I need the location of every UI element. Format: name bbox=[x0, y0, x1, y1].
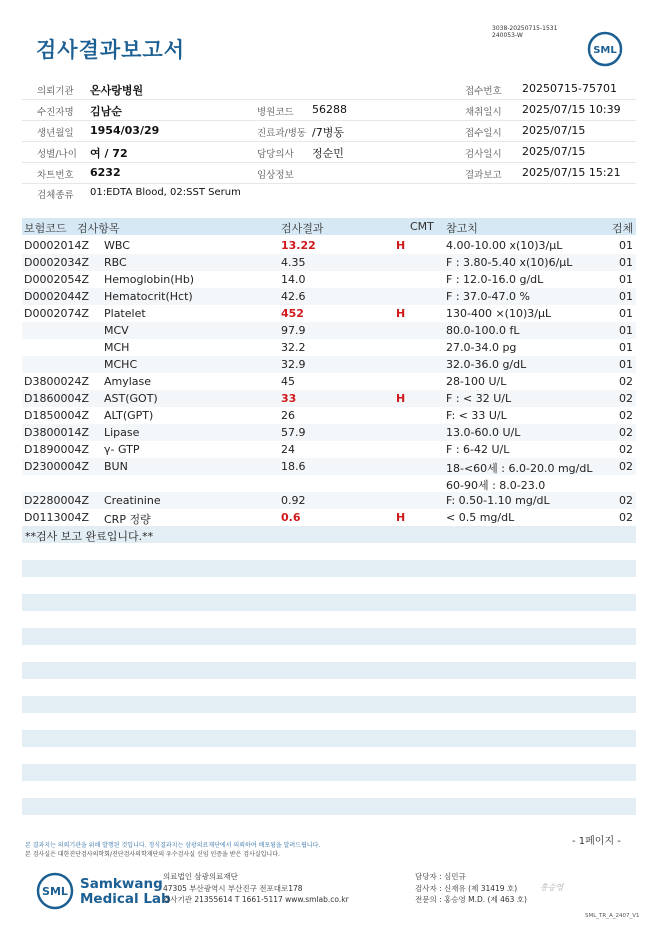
cell-result: 42.6 bbox=[281, 290, 306, 303]
cell-specimen: 02 bbox=[619, 460, 633, 473]
cell-reference: 28-100 U/L bbox=[446, 375, 507, 388]
brand-line-2: Medical Lab bbox=[80, 891, 171, 907]
report-complete-row bbox=[22, 526, 636, 543]
clinical-label: 임상정보 bbox=[257, 170, 294, 181]
receipt-no-label: 접수번호 bbox=[465, 86, 502, 97]
cell-reference: F : 3.80-5.40 x(10)6/μL bbox=[446, 256, 573, 269]
cell-item: MCV bbox=[104, 324, 129, 337]
cell-specimen: 02 bbox=[619, 409, 633, 422]
table-row bbox=[22, 407, 636, 424]
cell-reference: 130-400 ×(10)3/μL bbox=[446, 307, 552, 320]
table-row bbox=[22, 356, 636, 373]
table-row bbox=[22, 390, 636, 407]
empty-row bbox=[22, 628, 636, 645]
header-reference: 참고치 bbox=[446, 222, 478, 235]
dept-value: /7병동 bbox=[312, 126, 344, 139]
cell-code: D0113004Z bbox=[24, 511, 89, 524]
cell-specimen: 01 bbox=[619, 256, 633, 269]
cell-flag: H bbox=[396, 392, 406, 405]
cell-item: MCH bbox=[104, 341, 130, 354]
staff-line-1: 담당자 : 심민규 bbox=[415, 872, 466, 881]
chart-no-value: 6232 bbox=[90, 166, 121, 179]
results-table-header bbox=[22, 218, 636, 235]
receipt-date-label: 접수일시 bbox=[465, 128, 502, 139]
empty-row bbox=[22, 798, 636, 815]
cell-result: 0.6 bbox=[281, 511, 301, 524]
cell-reference: F: 0.50-1.10 mg/dL bbox=[446, 494, 550, 507]
cell-item: AST(GOT) bbox=[104, 392, 158, 405]
org-line-1: 의료법인 삼광의료재단 bbox=[163, 872, 238, 881]
specimen-value: 01:EDTA Blood, 02:SST Serum bbox=[90, 187, 241, 198]
info-row-1 bbox=[22, 79, 636, 100]
cell-reference: 60-90세 : 8.0-23.0 bbox=[446, 479, 546, 492]
cell-result: 26 bbox=[281, 409, 295, 422]
table-row bbox=[22, 424, 636, 441]
sml-footer-logo bbox=[36, 872, 74, 910]
dob-value: 1954/03/29 bbox=[90, 124, 160, 137]
cell-reference: F : < 32 U/L bbox=[446, 392, 512, 405]
cell-code: D0002054Z bbox=[24, 273, 89, 286]
dept-label: 진료과/병동 bbox=[257, 128, 307, 139]
cell-code: D1860004Z bbox=[24, 392, 89, 405]
report-time-value: 2025/07/15 15:21 bbox=[522, 166, 621, 179]
table-row bbox=[22, 373, 636, 390]
cell-item: Creatinine bbox=[104, 494, 161, 507]
org-line-2: 47305 부산광역시 부산진구 전포대로178 bbox=[163, 883, 303, 893]
cell-result: 0.92 bbox=[281, 494, 306, 507]
cell-result: 14.0 bbox=[281, 273, 306, 286]
cell-reference: 4.00-10.00 x(10)3/μL bbox=[446, 239, 563, 252]
empty-row bbox=[22, 764, 636, 781]
table-row bbox=[22, 441, 636, 458]
table-row bbox=[22, 509, 636, 526]
cell-reference: F : 6-42 U/L bbox=[446, 443, 510, 456]
cell-code: D1850004Z bbox=[24, 409, 89, 422]
sex-age-value: 여 / 72 bbox=[90, 147, 128, 160]
cell-reference: F: < 33 U/L bbox=[446, 409, 507, 422]
sex-age-label: 성별/나이 bbox=[37, 149, 77, 160]
cell-item: Hematocrit(Hct) bbox=[104, 290, 193, 303]
receipt-date-value: 2025/07/15 bbox=[522, 124, 586, 137]
cell-specimen: 02 bbox=[619, 375, 633, 388]
cell-result: 32.2 bbox=[281, 341, 306, 354]
brand-line-1: Samkwang bbox=[80, 876, 163, 892]
cell-specimen: 01 bbox=[619, 358, 633, 371]
doctor-label: 담당의사 bbox=[257, 149, 294, 160]
specimen-label: 검체종류 bbox=[37, 190, 74, 201]
cell-item: CRP 정량 bbox=[104, 513, 151, 526]
info-row-2 bbox=[22, 100, 636, 121]
table-row bbox=[22, 458, 636, 475]
institution-value: 온사랑병원 bbox=[90, 84, 144, 97]
cell-flag: H bbox=[396, 307, 406, 320]
report-time-label: 결과보고 bbox=[465, 170, 502, 181]
header-item: 검사항목 bbox=[77, 222, 120, 235]
collect-time-value: 2025/07/15 10:39 bbox=[522, 103, 621, 116]
cell-reference: 18-<60세 : 6.0-20.0 mg/dL bbox=[446, 462, 593, 475]
cell-item: BUN bbox=[104, 460, 128, 473]
table-row bbox=[22, 288, 636, 305]
empty-row bbox=[22, 560, 636, 577]
cell-specimen: 02 bbox=[619, 494, 633, 507]
cell-item: Lipase bbox=[104, 426, 140, 439]
cell-code: D0002034Z bbox=[24, 256, 89, 269]
document-id-line2: 240053-W bbox=[492, 32, 523, 39]
table-row bbox=[22, 254, 636, 271]
signature: 홍승영 bbox=[540, 883, 564, 892]
staff-line-2: 검사자 : 신재유 (제 31419 호) bbox=[415, 883, 518, 893]
page-title: 검사결과보고서 bbox=[36, 38, 186, 62]
receipt-no-value: 20250715-75701 bbox=[522, 82, 617, 95]
cell-code: D1890004Z bbox=[24, 443, 89, 456]
empty-row bbox=[22, 730, 636, 747]
document-id-line1: 3038-20250715-1531 bbox=[492, 25, 558, 32]
cell-reference: F : 12.0-16.0 g/dL bbox=[446, 273, 544, 286]
table-row bbox=[22, 492, 636, 509]
table-row bbox=[22, 339, 636, 356]
chart-no-label: 차트번호 bbox=[37, 170, 74, 181]
brand-name bbox=[80, 877, 171, 907]
hospital-code-label: 병원코드 bbox=[257, 107, 294, 118]
doctor-value: 정순민 bbox=[312, 147, 344, 160]
cell-reference: 13.0-60.0 U/L bbox=[446, 426, 521, 439]
disclaimer-1: 본 결과지는 의뢰기관을 위해 발행된 것입니다. 정식결과지는 삼광의료재단에서 의뢰하여 배포됨을 알려드립니다. bbox=[25, 842, 321, 849]
cell-code: D0002044Z bbox=[24, 290, 89, 303]
cell-item: MCHC bbox=[104, 358, 138, 371]
cell-result: 4.35 bbox=[281, 256, 306, 269]
cell-specimen: 01 bbox=[619, 290, 633, 303]
form-code: SML_TR_A_2407_V1 bbox=[585, 913, 640, 919]
cell-item: ALT(GPT) bbox=[104, 409, 154, 422]
cell-result: 45 bbox=[281, 375, 295, 388]
table-row bbox=[22, 237, 636, 254]
cell-result: 18.6 bbox=[281, 460, 306, 473]
cell-reference: 80.0-100.0 fL bbox=[446, 324, 520, 337]
cell-reference: 27.0-34.0 pg bbox=[446, 341, 517, 354]
cell-code: D3800014Z bbox=[24, 426, 89, 439]
table-row bbox=[22, 322, 636, 339]
cell-specimen: 02 bbox=[619, 443, 633, 456]
cell-flag: H bbox=[396, 511, 406, 524]
cell-reference: 32.0-36.0 g/dL bbox=[446, 358, 527, 371]
cell-specimen: 01 bbox=[619, 341, 633, 354]
report-complete-message: **검사 보고 완료입니다.** bbox=[25, 530, 154, 543]
cell-specimen: 01 bbox=[619, 324, 633, 337]
cell-result: 24 bbox=[281, 443, 295, 456]
header-cmt: CMT bbox=[410, 220, 434, 233]
cell-item: RBC bbox=[104, 256, 127, 269]
cell-specimen: 01 bbox=[619, 307, 633, 320]
cell-specimen: 02 bbox=[619, 426, 633, 439]
collect-time-label: 채취일시 bbox=[465, 107, 502, 118]
table-row bbox=[22, 271, 636, 288]
cell-result: 57.9 bbox=[281, 426, 306, 439]
info-row-4 bbox=[22, 142, 636, 163]
header-specimen: 검체 bbox=[612, 222, 634, 235]
cell-item: Platelet bbox=[104, 307, 146, 320]
organization-info bbox=[163, 871, 349, 906]
cell-code: D0002014Z bbox=[24, 239, 89, 252]
header-code: 보험코드 bbox=[24, 222, 67, 235]
document-id bbox=[492, 25, 557, 39]
staff-line-3: 전문의 : 홍승영 M.D. (제 463 호) bbox=[415, 895, 527, 904]
test-date-value: 2025/07/15 bbox=[522, 145, 586, 158]
name-label: 수진자명 bbox=[37, 107, 74, 118]
cell-reference: F : 37.0-47.0 % bbox=[446, 290, 530, 303]
empty-row bbox=[22, 594, 636, 611]
hospital-code-value: 56288 bbox=[312, 103, 347, 116]
sml-footer-logo-text: SML bbox=[42, 885, 68, 898]
cell-flag: H bbox=[396, 239, 406, 252]
info-row-5 bbox=[22, 163, 636, 184]
cell-specimen: 01 bbox=[619, 273, 633, 286]
org-line-3: 검사기관 21355614 T 1661-5117 www.smlab.co.kr bbox=[163, 895, 349, 904]
table-row bbox=[22, 305, 636, 322]
info-row-6 bbox=[22, 183, 636, 203]
page-number: - 1페이지 - bbox=[572, 836, 621, 847]
cell-result: 13.22 bbox=[281, 239, 316, 252]
cell-code: D0002074Z bbox=[24, 307, 89, 320]
cell-result: 32.9 bbox=[281, 358, 306, 371]
test-date-label: 검사일시 bbox=[465, 149, 502, 160]
disclaimer-2: 본 검사실은 대한진단검사의학회/진단검사의학재단의 우수검사실 신임 인증을 받은 검사실입니다. bbox=[25, 851, 280, 858]
sml-logo bbox=[587, 31, 623, 67]
cell-result: 452 bbox=[281, 307, 304, 320]
cell-code: D2280004Z bbox=[24, 494, 89, 507]
cell-code: D3800024Z bbox=[24, 375, 89, 388]
cell-code: D2300004Z bbox=[24, 460, 89, 473]
name-value: 김남순 bbox=[90, 105, 122, 118]
sml-logo-text: SML bbox=[593, 45, 617, 56]
institution-label: 의뢰기관 bbox=[37, 86, 74, 97]
empty-row bbox=[22, 696, 636, 713]
header-result: 검사결과 bbox=[281, 222, 324, 235]
cell-item: Amylase bbox=[104, 375, 152, 388]
cell-result: 33 bbox=[281, 392, 297, 405]
cell-reference: < 0.5 mg/dL bbox=[446, 511, 515, 524]
table-row bbox=[22, 475, 636, 492]
info-row-3 bbox=[22, 121, 636, 142]
cell-specimen: 02 bbox=[619, 511, 633, 524]
cell-specimen: 02 bbox=[619, 392, 633, 405]
cell-result: 97.9 bbox=[281, 324, 306, 337]
cell-item: WBC bbox=[104, 239, 130, 252]
cell-specimen: 01 bbox=[619, 239, 633, 252]
cell-item: γ- GTP bbox=[104, 443, 140, 456]
empty-row bbox=[22, 662, 636, 679]
dob-label: 생년월일 bbox=[37, 128, 74, 139]
cell-item: Hemoglobin(Hb) bbox=[104, 273, 195, 286]
staff-info bbox=[415, 871, 527, 906]
